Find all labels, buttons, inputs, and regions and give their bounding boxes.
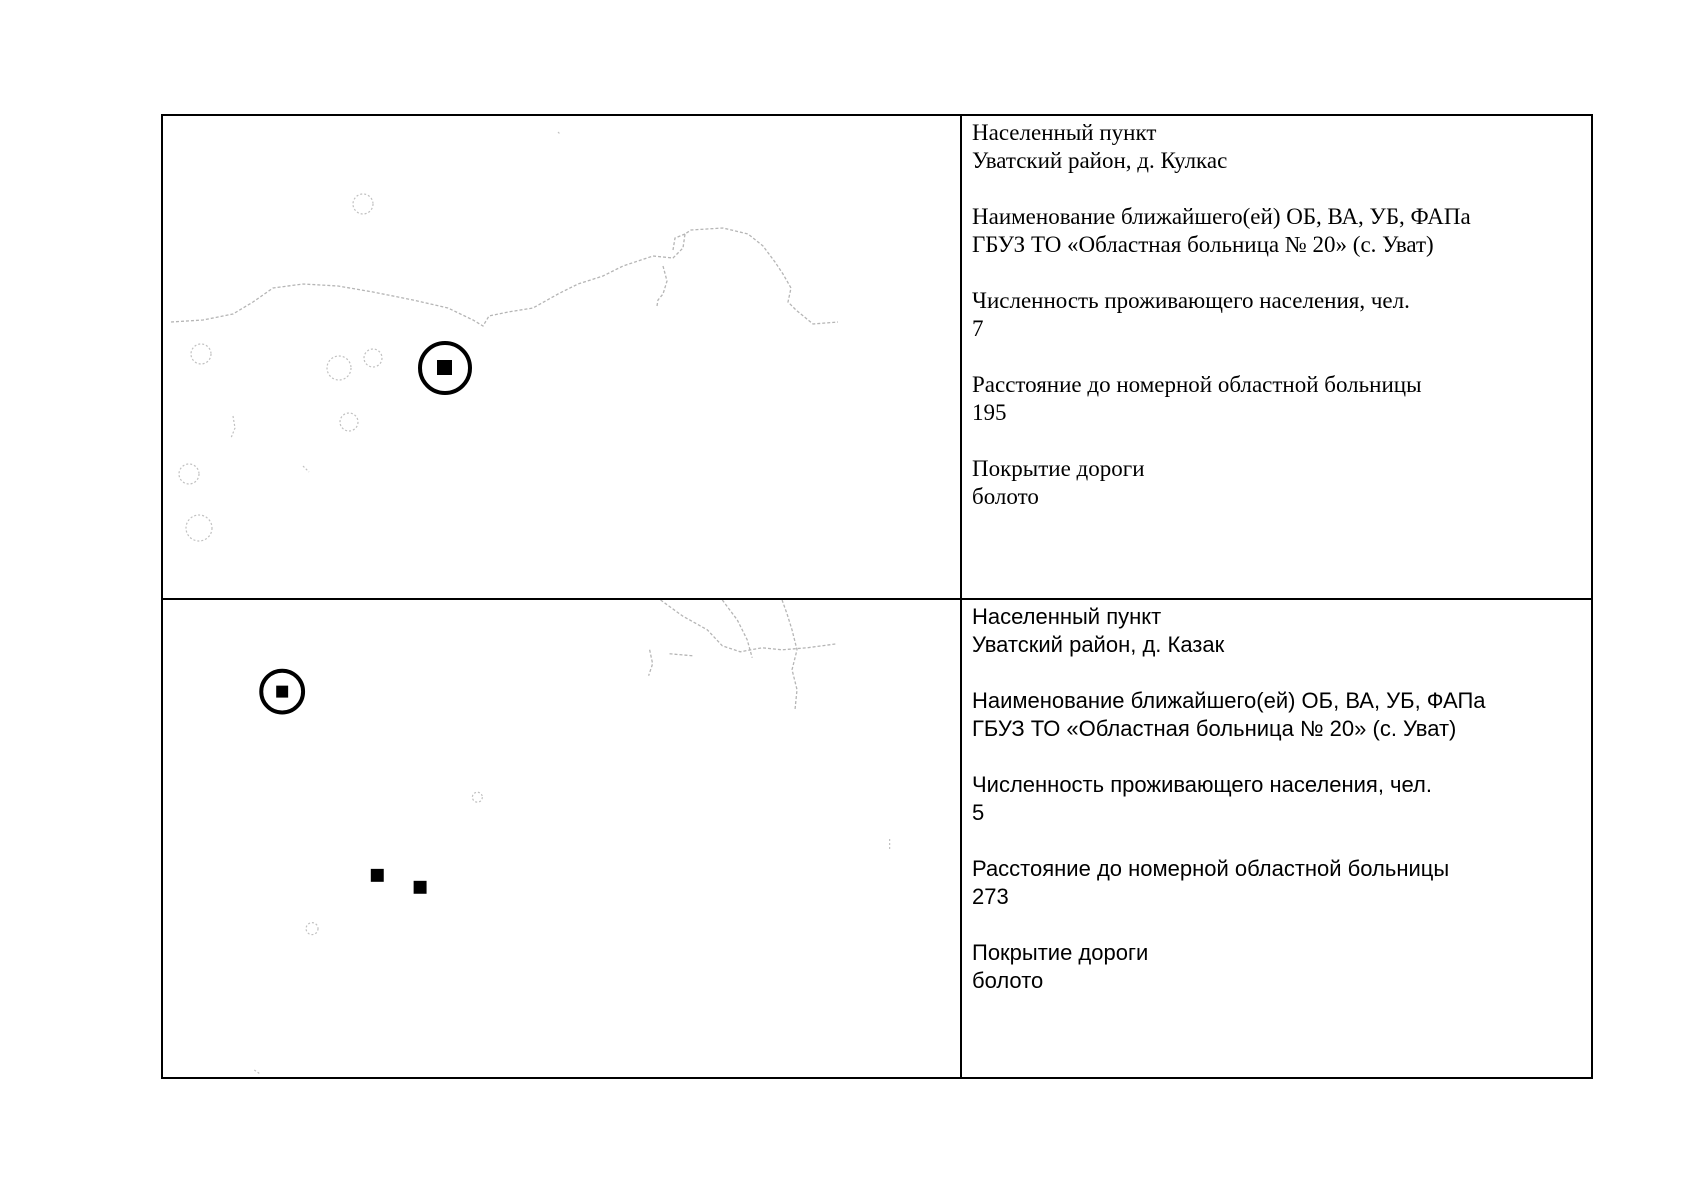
map-kulkas: [163, 116, 962, 600]
settlements-table: [161, 114, 1593, 1079]
road-value: болото: [972, 484, 1039, 509]
track-line: [670, 654, 693, 656]
map-kazak-svg: [163, 600, 960, 1077]
settlement-outline: [353, 194, 373, 214]
settlement-outline: [364, 349, 382, 367]
river-branch: [722, 600, 752, 658]
nearest-facility-field: [972, 203, 1591, 259]
road-field: [972, 939, 1591, 995]
settlement-field: [972, 603, 1591, 659]
distance-field: [972, 371, 1591, 427]
map-kulkas-svg: [163, 116, 960, 598]
settlement-outline: [306, 923, 318, 935]
distance-value: 273: [972, 884, 1009, 909]
population-field: [972, 771, 1591, 827]
stream-line: [673, 234, 685, 250]
nearest-facility-value: ГБУЗ ТО «Областная больница № 20» (с. Уват): [972, 716, 1457, 741]
settlement-label: Населенный пункт: [972, 604, 1162, 629]
info-kulkas: [962, 116, 1591, 600]
road-label: Покрытие дороги: [972, 940, 1149, 965]
river-line: [171, 228, 838, 326]
river-branch: [649, 650, 653, 676]
distance-field: [972, 855, 1591, 911]
settlement-value: Уватский район, д. Кулкас: [972, 148, 1228, 173]
distance-label: Расстояние до номерной областной больницы: [972, 856, 1450, 881]
settlement-outline: [191, 344, 211, 364]
track-line: [254, 1070, 260, 1074]
settlement-label: Населенный пункт: [972, 120, 1157, 145]
population-label: Численность проживающего населения, чел.: [972, 288, 1410, 313]
population-label: Численность проживающего населения, чел.: [972, 772, 1432, 797]
settlement-marker-kulkas: [420, 343, 470, 393]
track-line: [558, 132, 560, 134]
nearest-facility-label: Наименование ближайшего(ей) ОБ, ВА, УБ, ФАПа: [972, 688, 1486, 713]
settlement-outline: [327, 356, 351, 380]
distance-label: Расстояние до номерной областной больницы: [972, 372, 1422, 397]
settlement-marker: [371, 869, 384, 882]
map-kazak: [163, 600, 962, 1077]
population-value: 5: [972, 800, 985, 825]
nearest-facility-label: Наименование ближайшего(ей) ОБ, ВА, УБ, ФАПа: [972, 204, 1471, 229]
river-branch: [657, 266, 667, 306]
settlement-outline: [472, 792, 482, 802]
settlement-value: Уватский район, д. Казак: [972, 632, 1225, 657]
road-field: [972, 455, 1591, 511]
settlement-marker-kazak: [261, 671, 303, 713]
settlement-outline: [340, 413, 358, 431]
settlement-outline: [179, 464, 199, 484]
settlement-field: [972, 119, 1591, 175]
settlement-marker: [414, 881, 427, 894]
river-branch: [782, 600, 797, 710]
nearest-facility-value: ГБУЗ ТО «Областная больница № 20» (с. Уват): [972, 232, 1434, 257]
road-label: Покрытие дороги: [972, 456, 1145, 481]
population-value: 7: [972, 316, 984, 341]
track-line: [303, 466, 309, 472]
info-kazak: [962, 600, 1591, 1077]
distance-value: 195: [972, 400, 1007, 425]
nearest-facility-field: [972, 687, 1591, 743]
track-line: [231, 416, 235, 438]
population-field: [972, 287, 1591, 343]
road-value: болото: [972, 968, 1044, 993]
settlement-outline: [186, 515, 212, 541]
